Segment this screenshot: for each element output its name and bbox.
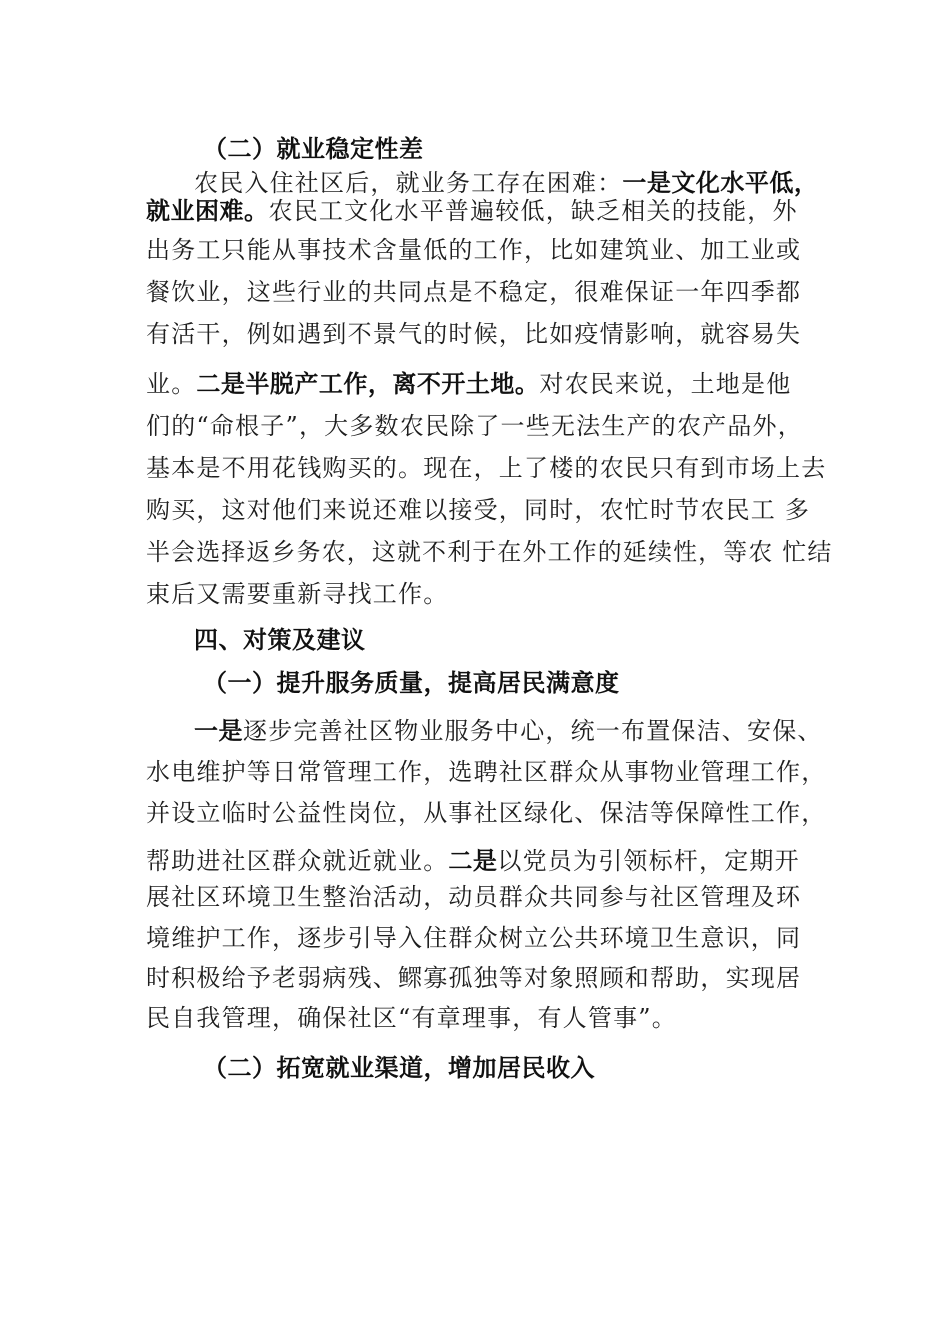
text-run: 业。 — [146, 370, 197, 398]
paragraph-line: 购买，这对他们来说还难以接受，同时，农忙时节农民工 多 — [146, 496, 811, 524]
bold-point-two: 二是半脱产工作，离不开土地。 — [196, 370, 540, 398]
paragraph-line: 基本是不用花钱购买的。现在，上了楼的农民只有到市场上去 — [146, 454, 827, 482]
heading-employment-channels: （二）拓宽就业渠道，增加居民收入 — [203, 1054, 595, 1082]
paragraph-line: 展社区环境卫生整治活动，动员群众共同参与社区管理及环 — [146, 883, 802, 911]
paragraph-line: 境维护工作，逐步引导入住群众树立公共环境卫生意识，同 — [146, 924, 802, 952]
paragraph-line: 们的“命根子”，大多数农民除了一些无法生产的农产品外， — [146, 412, 803, 440]
paragraph-line — [194, 168, 818, 198]
paragraph-line — [146, 369, 791, 399]
heading-countermeasures: 四、对策及建议 — [194, 626, 366, 654]
paragraph-line — [194, 716, 823, 746]
heading-employment-stability: （二）就业稳定性差 — [203, 135, 424, 163]
text-run: 农民入住社区后，就业务工存在困难： — [194, 169, 623, 197]
bold-point-one: 一是 — [194, 717, 243, 745]
bold-point-two: 二是 — [448, 847, 498, 875]
paragraph-line: 半会选择返乡务农，这就不利于在外工作的延续性，等农 忙结 — [146, 538, 833, 566]
paragraph-line: 有活干，例如遇到不景气的时候，比如疫情影响，就容易失 — [146, 320, 802, 348]
paragraph-line: 水电维护等日常管理工作，选聘社区群众从事物业管理工作， — [146, 758, 827, 786]
paragraph-line: 时积极给予老弱病残、鳏寡孤独等对象照顾和帮助，实现居 — [146, 964, 802, 992]
paragraph-line: 民自我管理，确保社区“有章理事，有人管事”。 — [146, 1004, 677, 1032]
paragraph-line — [146, 846, 800, 876]
paragraph-line: 出务工只能从事技术含量低的工作，比如建筑业、加工业或 — [146, 236, 802, 264]
bold-point-one: 一是文化水平低， — [622, 169, 819, 197]
text-run: 以党员为引领标杆，定期开 — [497, 847, 800, 875]
bold-point-one-cont: 就业困难。 — [146, 197, 269, 225]
paragraph-line — [146, 196, 798, 226]
text-run: 对农民来说，土地是他 — [539, 370, 792, 398]
paragraph-line: 餐饮业，这些行业的共同点是不稳定，很难保证一年四季都 — [146, 278, 802, 306]
text-run: 逐步完善社区物业服务中心，统一布置保洁、安保、 — [243, 717, 823, 745]
paragraph-line: 并设立临时公益性岗位，从事社区绿化、保洁等保障性工作， — [146, 799, 827, 827]
paragraph-line: 束后又需要重新寻找工作。 — [146, 580, 449, 608]
text-run: 农民工文化水平普遍较低，缺乏相关的技能，外 — [268, 197, 798, 225]
heading-service-quality: （一）提升服务质量，提高居民满意度 — [203, 669, 620, 697]
text-run: 帮助进社区群众就近就业。 — [146, 847, 449, 875]
